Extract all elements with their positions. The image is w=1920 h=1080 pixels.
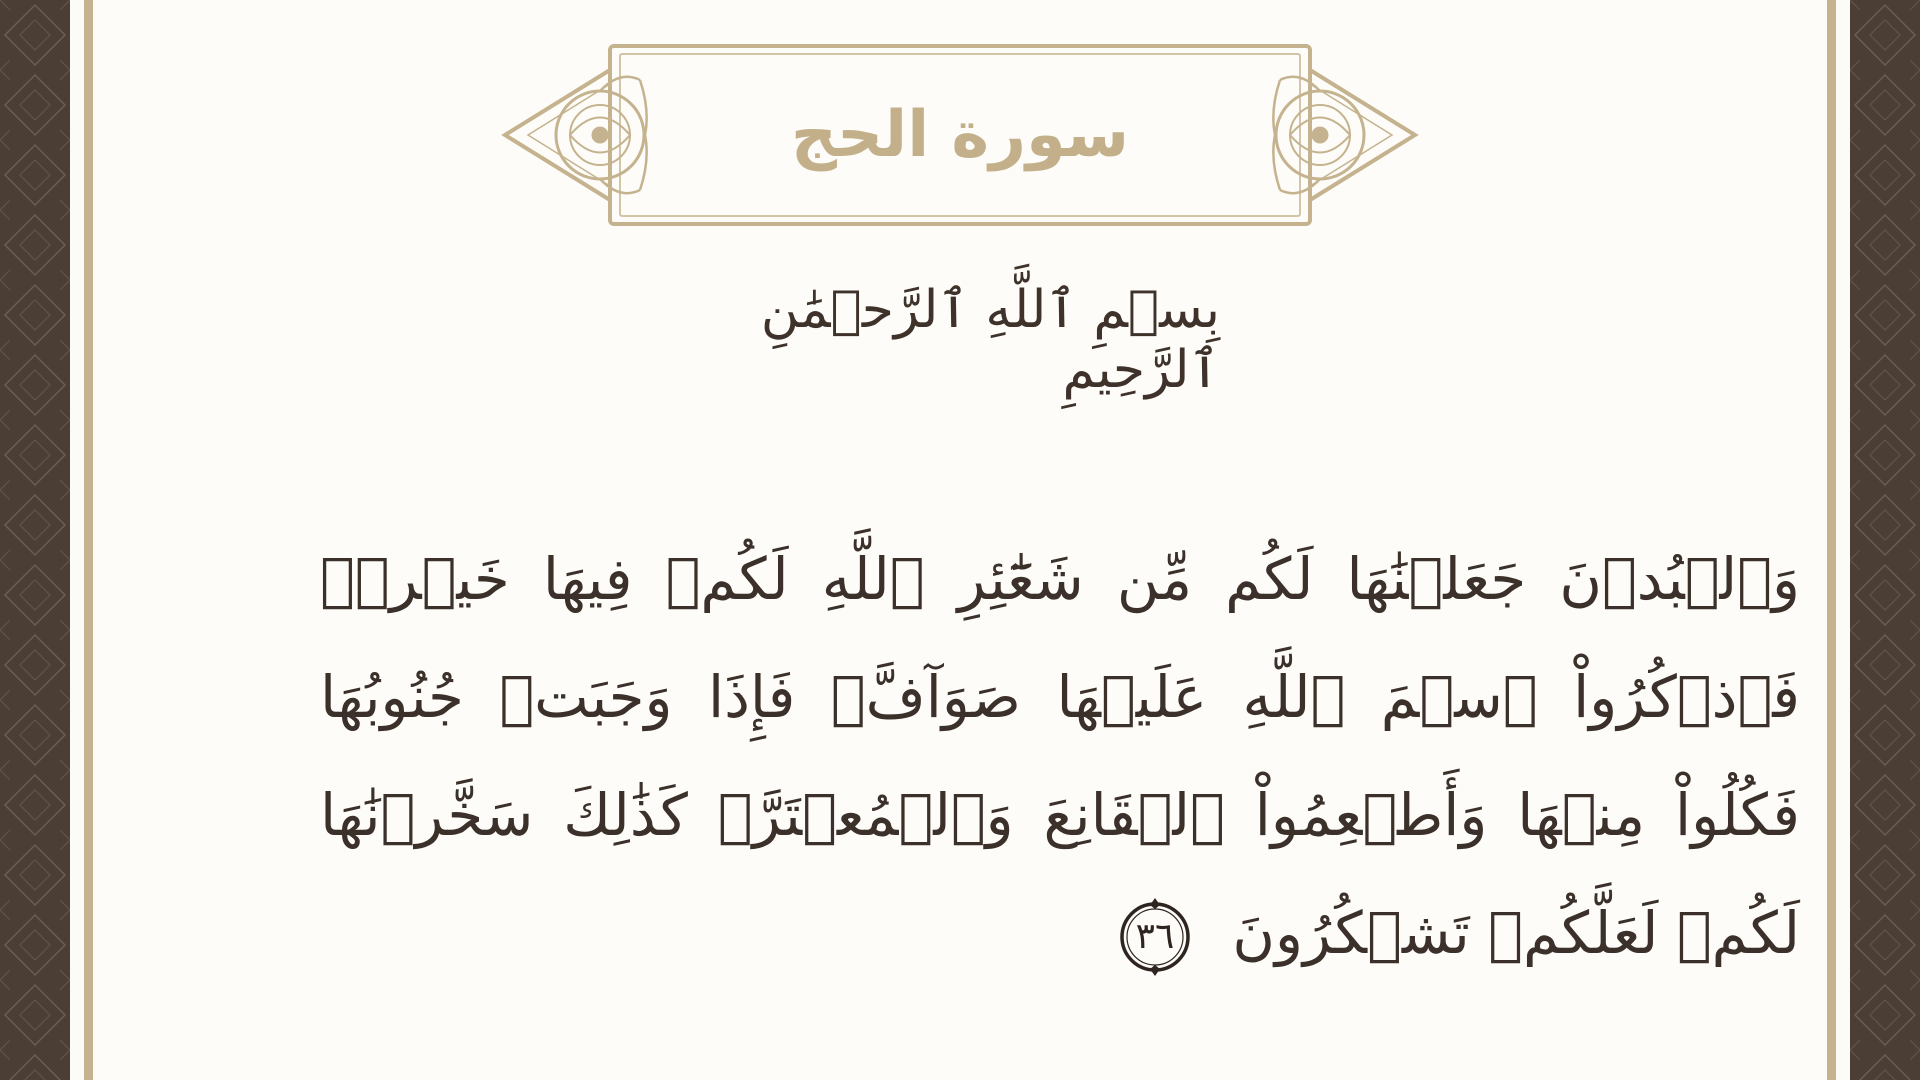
verse-text-block [320,520,1800,992]
ayah-number: ٣٦ [1135,915,1175,957]
basmala-calligraphy: بِسۡمِ ٱللَّهِ ٱلرَّحۡمَٰنِ ٱلرَّحِيمِ [760,280,1220,400]
right-ornamental-border [1850,0,1920,1080]
left-gold-rule [84,0,93,1080]
left-ornamental-border [0,0,70,1080]
surah-title: سورة الحج [790,98,1130,172]
right-gold-rule [1827,0,1836,1080]
surah-title-frame [500,40,1420,230]
ayah-end-marker [1114,896,1196,978]
verse-text: وَٱلۡبُدۡنَ جَعَلۡنَٰهَا لَكُم مِّن شَعَٰٓئِرِ ٱللَّهِ لَكُمۡ فِيهَا خَيۡرٞۖ فَٱذۡكُرُواْ ٱسۡمَ ٱللَّهِ عَلَيۡهَا صَوَآفَّۖ فَإِذَا وَجَبَتۡ جُنُوبُهَا فَكُلُواْ مِنۡهَا وَأَطۡعِمُواْ ٱلۡقَانِعَ وَٱلۡمُعۡتَرَّۚ كَذَٰلِكَ سَخَّرۡنَٰهَا لَكُمۡ لَعَلَّكُمۡ تَشۡكُرُونَ [320,545,1800,967]
